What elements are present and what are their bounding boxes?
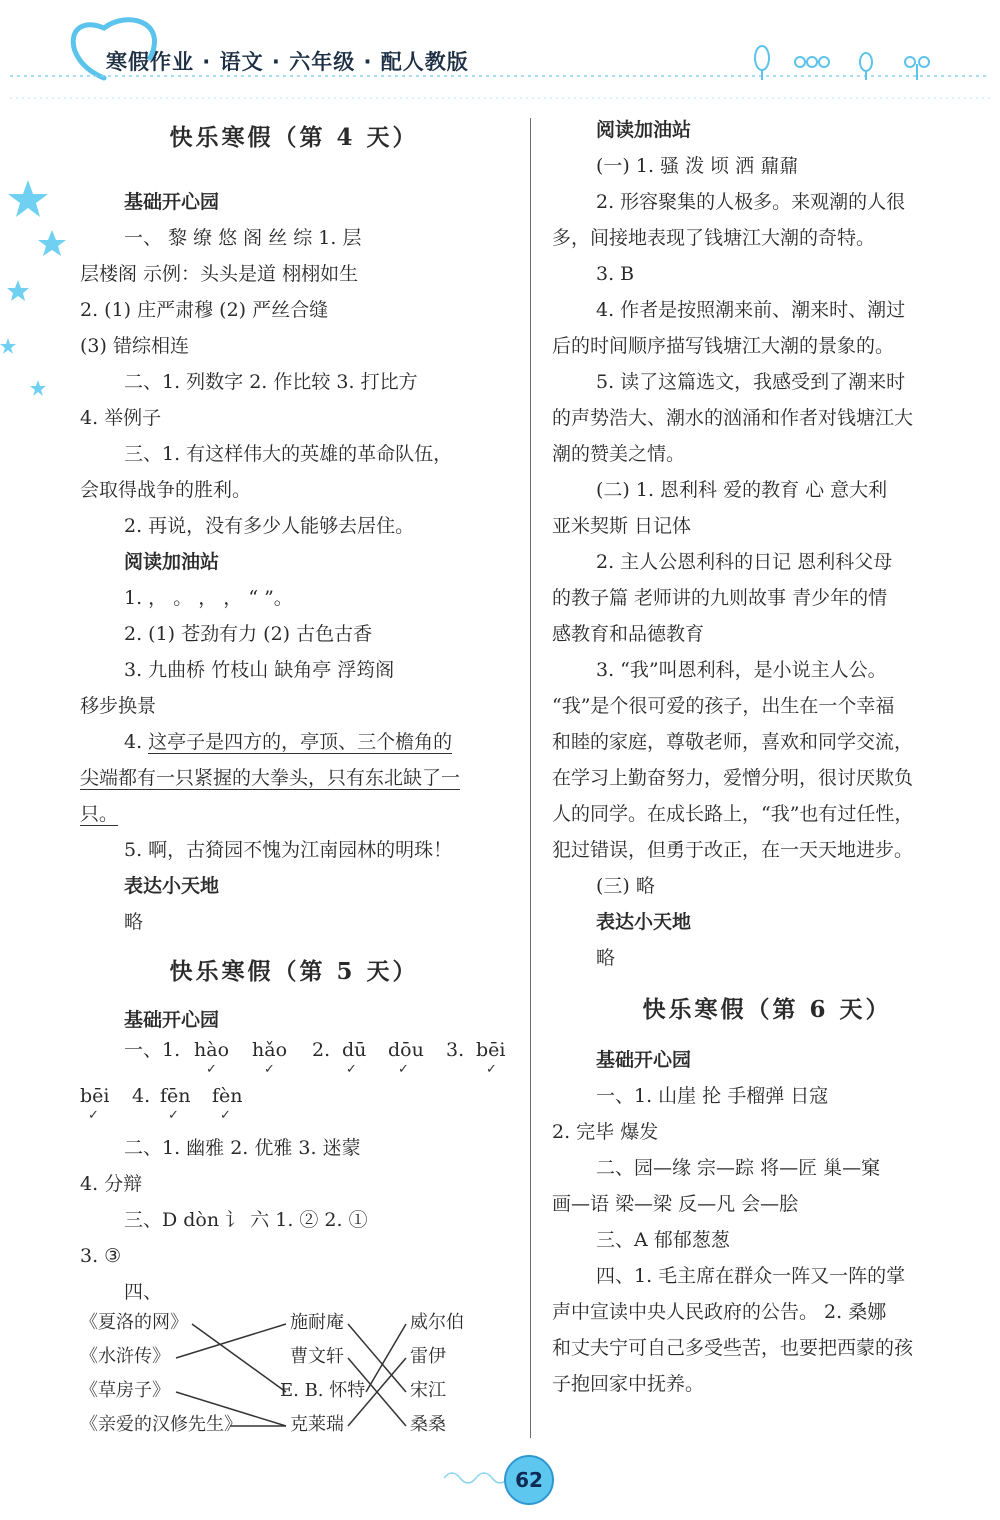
answer-line: 和睦的家庭，尊敬老师，喜欢和同学交流，	[552, 731, 914, 753]
section-reading: 阅读加油站	[596, 119, 692, 141]
pinyin: hǎo	[252, 1039, 288, 1061]
answer-line	[80, 724, 508, 760]
answer-line: 和丈夫宁可自己多受些苦，也要把西蒙的孩	[552, 1337, 914, 1359]
book-title: 《夏洛的网》	[80, 1312, 188, 1333]
answer-line: 一、1. 山崖 抡 手榴弹 日寇	[596, 1085, 829, 1107]
pinyin: fēn	[160, 1085, 191, 1107]
character-name: 桑桑	[410, 1414, 446, 1435]
answer-line: 犯过错误，但勇于改正，在一天天地进步。	[552, 839, 914, 861]
answer-line	[80, 760, 508, 796]
answer-line: 二、1. 幽雅 2. 优雅 3. 迷蒙	[124, 1137, 361, 1159]
author-name: E. B. 怀特	[280, 1380, 366, 1401]
section-expression: 表达小天地	[596, 911, 692, 933]
underlined-sentence: 尖端都有一只紧握的大拳头，只有东北缺了一	[80, 767, 461, 789]
answer-line: 画—语 梁—梁 反—凡 会—脍	[552, 1193, 799, 1215]
pinyin: bēi	[476, 1039, 506, 1061]
answer-line: 后的时间顺序描写钱塘江大潮的景象的。	[552, 335, 895, 357]
check-icon: ✓	[398, 1062, 409, 1077]
answer-line: 3. 九曲桥 竹枝山 缺角亭 浮筠阁	[124, 659, 395, 681]
book-title: 《亲爱的汉修先生》	[80, 1414, 242, 1435]
answer-line: 三、D dòn 讠 六 1. ② 2. ①	[124, 1209, 368, 1231]
check-icon: ✓	[486, 1062, 497, 1077]
page-number: 62	[504, 1455, 554, 1505]
author-name: 克莱瑞	[290, 1414, 344, 1435]
answer-number: 2.	[312, 1039, 331, 1061]
star-icon	[0, 170, 70, 410]
answer-line: 层楼阁 示例：头头是道 栩栩如生	[80, 263, 359, 285]
answer-line: (二) 1. 恩利科 爱的教育 心 意大利	[596, 479, 888, 501]
answer-line: (3) 错综相连	[80, 335, 189, 357]
day4-section-reading: 阅读加油站	[124, 551, 220, 573]
character-name: 威尔伯	[410, 1312, 464, 1333]
answer-line: 三、1. 有这样伟大的英雄的革命队伍，	[124, 443, 453, 465]
right-column	[552, 112, 982, 1402]
answer-number: 4.	[124, 731, 149, 753]
answer-line: 2. 完毕 爆发	[552, 1121, 659, 1143]
flower-icon	[755, 46, 929, 80]
answer-line: 多，间接地表现了钱塘江大潮的奇特。	[552, 227, 876, 249]
answer-line: 四、1. 毛主席在群众一阵又一阵的掌	[596, 1265, 906, 1287]
answer-number: 3.	[446, 1039, 465, 1061]
answer-line: 1. ， 。 ， ， “ ”。	[124, 587, 293, 609]
day4-section-expression: 表达小天地	[124, 875, 220, 897]
column-divider	[530, 118, 531, 1438]
pinyin: hào	[194, 1039, 230, 1061]
answer-line: 4. 分辩	[80, 1173, 143, 1195]
day4-section-basics: 基础开心园	[124, 191, 220, 213]
answer-number: 一、1.	[124, 1039, 181, 1061]
author-name: 曹文轩	[290, 1346, 344, 1367]
day6-section-basics: 基础开心园	[596, 1049, 692, 1071]
pinyin: dōu	[388, 1039, 424, 1061]
day6-title: 快乐寒假（第 6 天）	[642, 996, 892, 1023]
check-icon: ✓	[88, 1108, 99, 1123]
left-column	[80, 120, 508, 1450]
check-icon: ✓	[346, 1062, 357, 1077]
answer-line: 子抱回家中抚养。	[552, 1373, 705, 1395]
answer-line: 3. B	[596, 263, 635, 285]
day5-title: 快乐寒假（第 5 天）	[169, 958, 419, 985]
answer-line: 二、园—缘 宗—踪 将—匠 巢—窠	[596, 1157, 881, 1179]
book-title: 《水浒传》	[80, 1346, 170, 1367]
answer-line: 2. 形容聚集的人极多。来观潮的人很	[596, 191, 906, 213]
check-icon: ✓	[168, 1108, 179, 1123]
answer-line: 会取得战争的胜利。	[80, 479, 252, 501]
pinyin: bēi	[80, 1085, 110, 1107]
answer-line: 潮的赞美之情。	[552, 443, 686, 465]
answer-line: 的声势浩大、潮水的汹涌和作者对钱塘江大	[552, 407, 914, 429]
answer-line: 一、 黎 缭 悠 阁 丝 综 1. 层	[124, 227, 362, 249]
answer-line: 3. ③	[80, 1245, 122, 1267]
answer-number: 4.	[132, 1085, 151, 1107]
pinyin: dū	[342, 1039, 367, 1061]
answer-line: (三) 略	[596, 875, 655, 897]
answer-line: 略	[124, 911, 144, 933]
answer-line: 感教育和品德教育	[552, 623, 705, 645]
answer-line: (一) 1. 骚 泼 顷 洒 鼐鼐	[596, 155, 799, 177]
answer-line: 5. 读了这篇选文，我感受到了潮来时	[596, 371, 906, 393]
answer-line: 声中宣读中央人民政府的公告。 2. 桑娜	[552, 1301, 887, 1323]
answer-line: 四、	[124, 1281, 163, 1303]
answer-line: 3. “我”叫恩利科，是小说主人公。	[596, 659, 887, 681]
pinyin-row	[80, 1038, 508, 1084]
day5-section-basics: 基础开心园	[124, 1009, 220, 1031]
check-icon: ✓	[220, 1108, 231, 1123]
answer-line: 人的同学。在成长路上，“我”也有过任性，	[552, 803, 914, 825]
answer-line: 二、1. 列数字 2. 作比较 3. 打比方	[124, 371, 418, 393]
answer-line: 4. 作者是按照潮来前、潮来时、潮过	[596, 299, 906, 321]
day4-title: 快乐寒假（第 4 天）	[169, 124, 419, 151]
answer-line: 2. (1) 苍劲有力 (2) 古色古香	[124, 623, 373, 645]
check-icon: ✓	[264, 1062, 275, 1077]
pinyin-row	[80, 1084, 508, 1130]
answer-line: 2. 再说，没有多少人能够去居住。	[124, 515, 415, 537]
answer-line: 在学习上勤奋努力，爱憎分明，很讨厌欺负	[552, 767, 914, 789]
check-icon: ✓	[206, 1062, 217, 1077]
answer-line: 三、A 郁郁葱葱	[596, 1229, 730, 1251]
answer-line: 4. 举例子	[80, 407, 162, 429]
answer-line: 2. 主人公恩利科的日记 恩利科父母	[596, 551, 893, 573]
answer-line: “我”是个很可爱的孩子，出生在一个幸福	[552, 695, 895, 717]
book-matching	[80, 1310, 508, 1450]
pinyin: fèn	[212, 1085, 243, 1107]
author-name: 施耐庵	[290, 1312, 344, 1333]
answer-line: 2. (1) 庄严肃穆 (2) 严丝合缝	[80, 299, 329, 321]
answer-line: 5. 啊，古猗园不愧为江南园林的明珠！	[124, 839, 453, 861]
answer-line: 略	[596, 947, 616, 969]
character-name: 宋江	[410, 1380, 446, 1401]
answer-line: 的教子篇 老师讲的九则故事 青少年的情	[552, 587, 888, 609]
book-title: 《草房子》	[80, 1380, 170, 1401]
answer-line	[80, 796, 508, 832]
answer-line: 移步换景	[80, 695, 157, 717]
underlined-sentence: 只。	[80, 803, 119, 825]
underlined-sentence: 这亭子是四方的，亭顶、三个檐角的	[148, 731, 453, 753]
header-title: 寒假作业 · 语文 · 六年级 · 配人教版	[106, 50, 469, 74]
answer-line: 亚米契斯 日记体	[552, 515, 692, 537]
character-name: 雷伊	[410, 1346, 446, 1367]
